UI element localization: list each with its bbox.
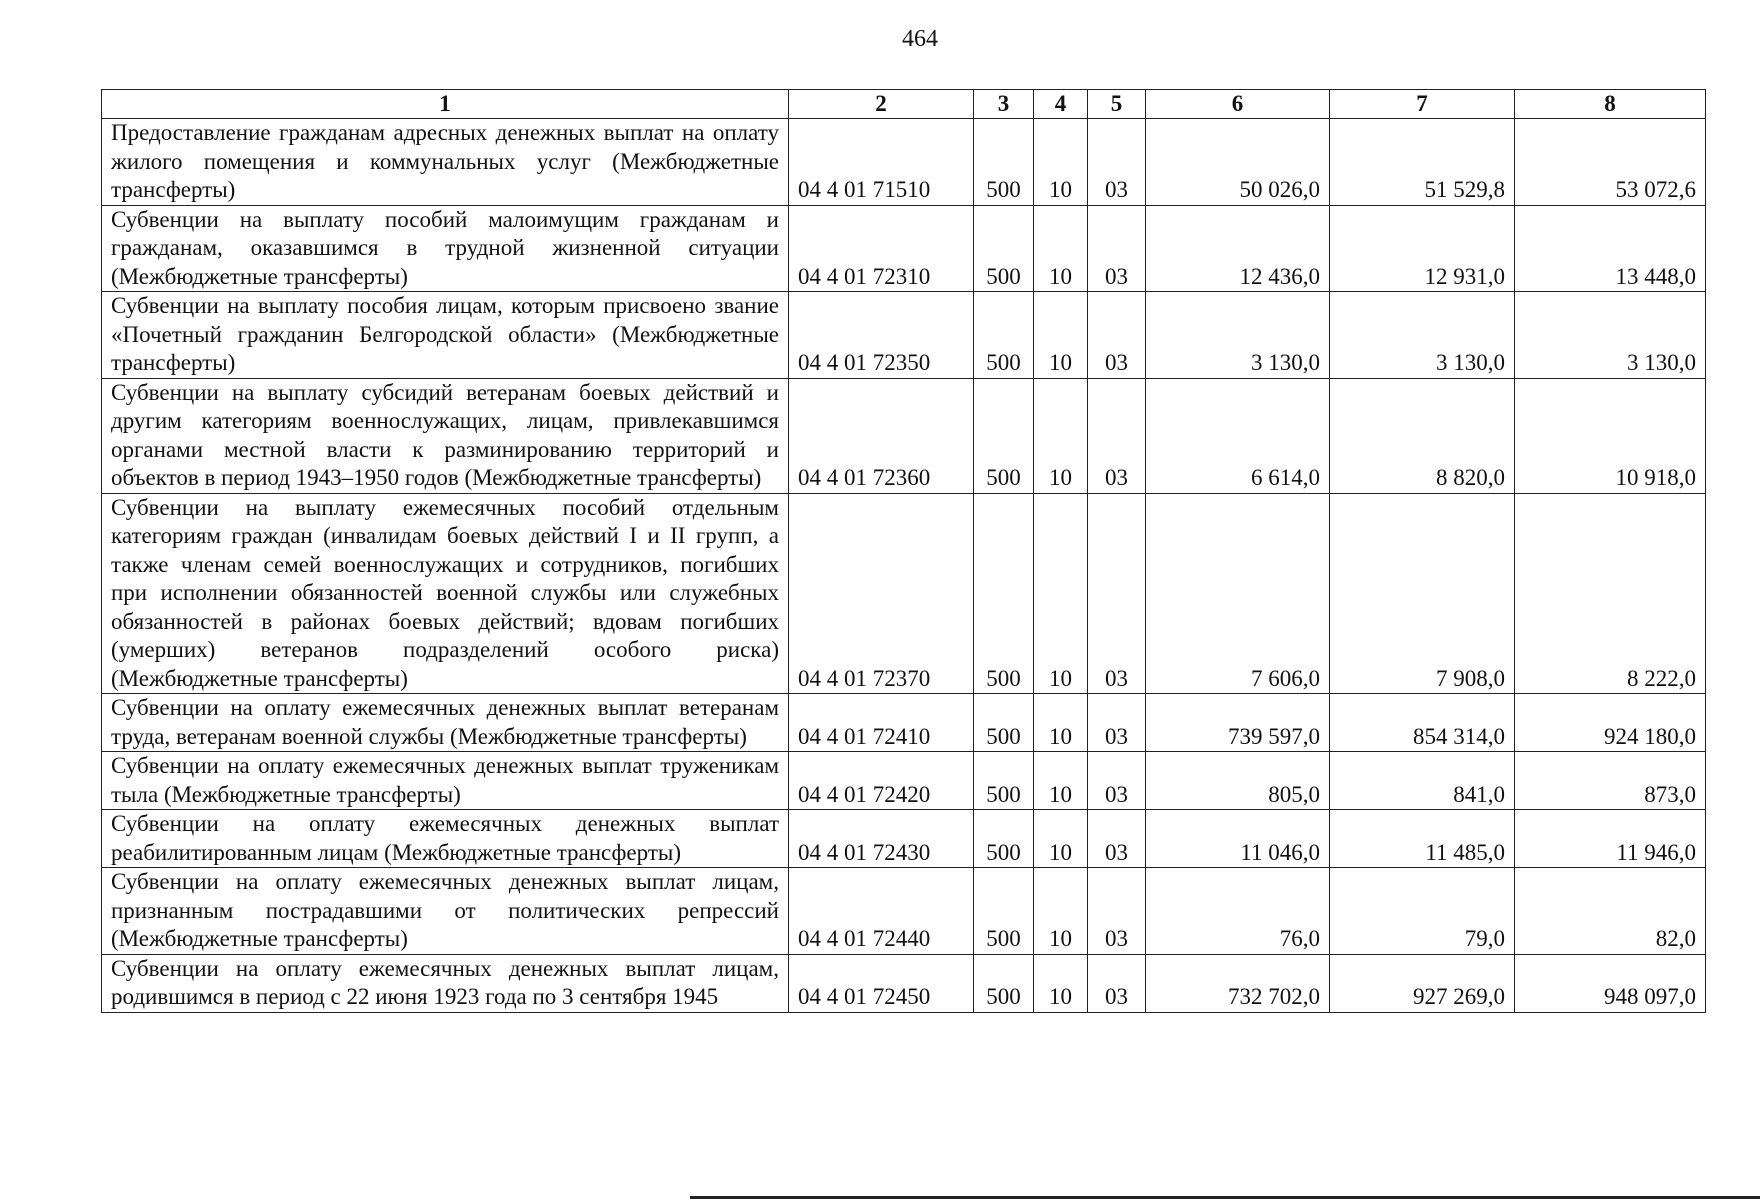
row-value-col7: 8 820,0 <box>1330 378 1515 493</box>
row-value-col8: 873,0 <box>1515 752 1706 810</box>
row-value-col8: 948 097,0 <box>1515 954 1706 1012</box>
row-value-col6: 11 046,0 <box>1146 810 1330 868</box>
row-value-col6: 739 597,0 <box>1146 694 1330 752</box>
row-description: Субвенции на выплату пособий малоимущим гражданам и гражданам, оказавшимся в трудной жизненной ситуации (Межбюджетные трансферты) <box>102 205 789 292</box>
row-col4: 10 <box>1034 378 1088 493</box>
header-cell: 3 <box>974 90 1034 119</box>
row-col3: 500 <box>974 810 1034 868</box>
row-value-col7: 841,0 <box>1330 752 1515 810</box>
row-value-col6: 76,0 <box>1146 868 1330 955</box>
table-row <box>102 954 1706 1012</box>
row-value-col8: 924 180,0 <box>1515 694 1706 752</box>
row-description: Субвенции на оплату ежемесячных денежных выплат труженикам тыла (Межбюджетные трансферты) <box>102 752 789 810</box>
row-description: Субвенции на оплату ежемесячных денежных выплат лицам, родившимся в период с 22 июня 1923 года по 3 сентября 1945 <box>102 954 789 1012</box>
row-value-col7: 79,0 <box>1330 868 1515 955</box>
row-code: 04 4 01 72420 <box>789 752 974 810</box>
row-col4: 10 <box>1034 493 1088 694</box>
row-value-col6: 3 130,0 <box>1146 292 1330 379</box>
row-code: 04 4 01 71510 <box>789 119 974 206</box>
row-value-col6: 12 436,0 <box>1146 205 1330 292</box>
row-col3: 500 <box>974 378 1034 493</box>
row-code: 04 4 01 72440 <box>789 868 974 955</box>
row-code: 04 4 01 72410 <box>789 694 974 752</box>
row-value-col7: 11 485,0 <box>1330 810 1515 868</box>
row-col3: 500 <box>974 694 1034 752</box>
row-value-col6: 805,0 <box>1146 752 1330 810</box>
header-cell: 6 <box>1146 90 1330 119</box>
row-col3: 500 <box>974 205 1034 292</box>
row-col3: 500 <box>974 954 1034 1012</box>
row-value-col7: 12 931,0 <box>1330 205 1515 292</box>
row-col5: 03 <box>1088 119 1146 206</box>
row-col4: 10 <box>1034 752 1088 810</box>
row-description: Субвенции на оплату ежемесячных денежных выплат реабилитированным лицам (Межбюджетные трансферты) <box>102 810 789 868</box>
row-description: Субвенции на оплату ежемесячных денежных выплат лицам, признанным пострадавшими от политических репрессий (Межбюджетные трансферты) <box>102 868 789 955</box>
row-value-col8: 82,0 <box>1515 868 1706 955</box>
row-value-col6: 7 606,0 <box>1146 493 1330 694</box>
row-col4: 10 <box>1034 292 1088 379</box>
row-description: Субвенции на выплату ежемесячных пособий отдельным категориям граждан (инвалидам боевых действий I и II групп, а также членам семей военнослужащих и сотрудников, погибших при исполнении обязанностей военной службы или служебных обязанностей в районах боевых действий; вдовам погибших (умерших) ветеранов подразделений особого риска) (Межбюджетные трансферты) <box>102 493 789 694</box>
row-value-col7: 854 314,0 <box>1330 694 1515 752</box>
page-number: 464 <box>902 26 938 52</box>
table-row <box>102 205 1706 292</box>
row-col5: 03 <box>1088 954 1146 1012</box>
row-value-col7: 7 908,0 <box>1330 493 1515 694</box>
table-row <box>102 378 1706 493</box>
table-row <box>102 868 1706 955</box>
table-row <box>102 810 1706 868</box>
row-col3: 500 <box>974 868 1034 955</box>
row-col4: 10 <box>1034 694 1088 752</box>
row-code: 04 4 01 72430 <box>789 810 974 868</box>
row-code: 04 4 01 72360 <box>789 378 974 493</box>
header-cell: 4 <box>1034 90 1088 119</box>
row-value-col7: 51 529,8 <box>1330 119 1515 206</box>
row-col3: 500 <box>974 493 1034 694</box>
row-value-col8: 13 448,0 <box>1515 205 1706 292</box>
row-col3: 500 <box>974 752 1034 810</box>
row-col4: 10 <box>1034 205 1088 292</box>
row-col3: 500 <box>974 292 1034 379</box>
row-col5: 03 <box>1088 493 1146 694</box>
row-value-col6: 50 026,0 <box>1146 119 1330 206</box>
table-row <box>102 694 1706 752</box>
row-description: Предоставление гражданам адресных денежных выплат на оплату жилого помещения и коммунальных услуг (Межбюджетные трансферты) <box>102 119 789 206</box>
row-value-col7: 927 269,0 <box>1330 954 1515 1012</box>
row-description: Субвенции на оплату ежемесячных денежных выплат ветеранам труда, ветеранам военной службы (Межбюджетные трансферты) <box>102 694 789 752</box>
row-value-col8: 11 946,0 <box>1515 810 1706 868</box>
budget-table <box>101 89 1706 1013</box>
bottom-rule <box>690 1196 1760 1199</box>
row-description: Субвенции на выплату пособия лицам, которым присвоено звание «Почетный гражданин Белгородской области» (Межбюджетные трансферты) <box>102 292 789 379</box>
row-value-col8: 53 072,6 <box>1515 119 1706 206</box>
row-col5: 03 <box>1088 868 1146 955</box>
row-code: 04 4 01 72370 <box>789 493 974 694</box>
table-row <box>102 493 1706 694</box>
row-value-col6: 6 614,0 <box>1146 378 1330 493</box>
table-row <box>102 752 1706 810</box>
row-value-col7: 3 130,0 <box>1330 292 1515 379</box>
header-cell: 2 <box>789 90 974 119</box>
row-value-col8: 3 130,0 <box>1515 292 1706 379</box>
row-value-col8: 10 918,0 <box>1515 378 1706 493</box>
table-row <box>102 119 1706 206</box>
table-row <box>102 292 1706 379</box>
row-code: 04 4 01 72350 <box>789 292 974 379</box>
row-col4: 10 <box>1034 868 1088 955</box>
row-col5: 03 <box>1088 378 1146 493</box>
header-cell: 7 <box>1330 90 1515 119</box>
header-row <box>102 90 1706 119</box>
row-code: 04 4 01 72310 <box>789 205 974 292</box>
row-description: Субвенции на выплату субсидий ветеранам боевых действий и другим категориям военнослужащих, лицам, привлекавшимся органами местной власти к разминированию территорий и объектов в период 1943–1950 годов (Межбюджетные трансферты) <box>102 378 789 493</box>
row-col5: 03 <box>1088 810 1146 868</box>
row-col4: 10 <box>1034 954 1088 1012</box>
row-col4: 10 <box>1034 119 1088 206</box>
row-col3: 500 <box>974 119 1034 206</box>
header-cell: 5 <box>1088 90 1146 119</box>
row-value-col6: 732 702,0 <box>1146 954 1330 1012</box>
row-col5: 03 <box>1088 205 1146 292</box>
row-value-col8: 8 222,0 <box>1515 493 1706 694</box>
row-code: 04 4 01 72450 <box>789 954 974 1012</box>
row-col5: 03 <box>1088 752 1146 810</box>
row-col4: 10 <box>1034 810 1088 868</box>
row-col5: 03 <box>1088 694 1146 752</box>
header-cell: 1 <box>102 90 789 119</box>
header-cell: 8 <box>1515 90 1706 119</box>
row-col5: 03 <box>1088 292 1146 379</box>
